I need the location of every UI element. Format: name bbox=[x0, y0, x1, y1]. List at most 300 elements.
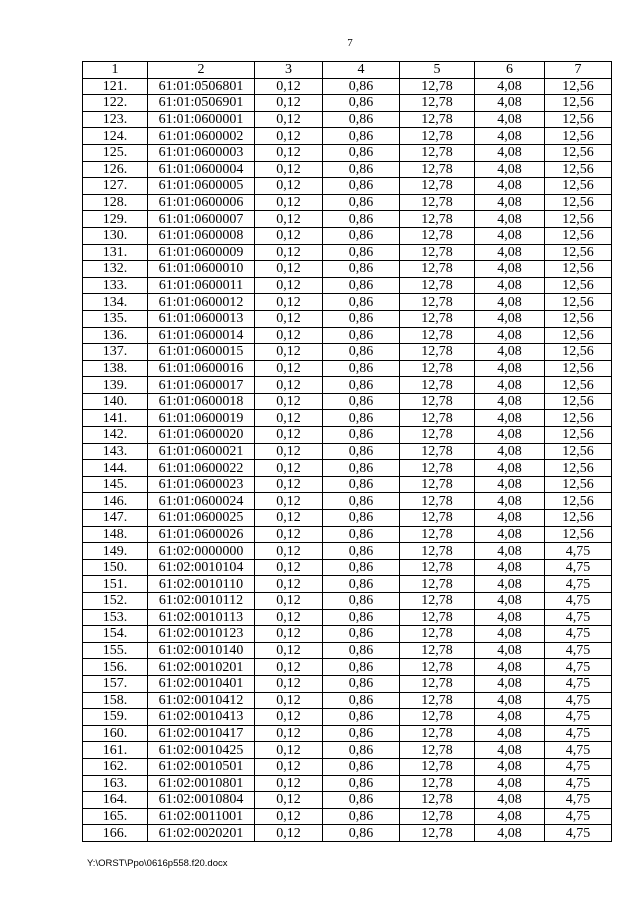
table-cell: 4,08 bbox=[475, 144, 545, 161]
table-cell: 0,86 bbox=[323, 194, 400, 211]
table-cell: 0,86 bbox=[323, 227, 400, 244]
table-cell: 0,12 bbox=[255, 178, 323, 195]
table-cell: 4,08 bbox=[475, 460, 545, 477]
table-cell: 124. bbox=[83, 128, 148, 145]
table-cell: 61:01:0506801 bbox=[148, 78, 255, 95]
table-cell: 148. bbox=[83, 526, 148, 543]
table-cell: 61:01:0600003 bbox=[148, 144, 255, 161]
table-cell: 4,08 bbox=[475, 659, 545, 676]
table-cell: 12,56 bbox=[545, 510, 612, 527]
table-cell: 0,12 bbox=[255, 128, 323, 145]
table-cell: 157. bbox=[83, 675, 148, 692]
table-cell: 12,78 bbox=[400, 393, 475, 410]
table-row bbox=[83, 659, 612, 676]
table-cell: 12,78 bbox=[400, 277, 475, 294]
table-row bbox=[83, 261, 612, 278]
table-cell: 61:01:0600004 bbox=[148, 161, 255, 178]
table-row bbox=[83, 543, 612, 560]
table-cell: 12,56 bbox=[545, 277, 612, 294]
column-header: 4 bbox=[323, 62, 400, 79]
table-cell: 61:01:0600015 bbox=[148, 344, 255, 361]
table-cell: 61:01:0600009 bbox=[148, 244, 255, 261]
table-cell: 163. bbox=[83, 775, 148, 792]
table-cell: 61:01:0600023 bbox=[148, 476, 255, 493]
table-row bbox=[83, 709, 612, 726]
table-cell: 0,12 bbox=[255, 460, 323, 477]
table-cell: 61:01:0600019 bbox=[148, 410, 255, 427]
table-cell: 12,56 bbox=[545, 443, 612, 460]
table-cell: 4,08 bbox=[475, 410, 545, 427]
table-cell: 12,78 bbox=[400, 758, 475, 775]
table-cell: 0,12 bbox=[255, 443, 323, 460]
table-cell: 4,08 bbox=[475, 427, 545, 444]
table-cell: 134. bbox=[83, 294, 148, 311]
table-cell: 0,86 bbox=[323, 327, 400, 344]
column-header: 3 bbox=[255, 62, 323, 79]
table-cell: 4,75 bbox=[545, 758, 612, 775]
table-cell: 164. bbox=[83, 792, 148, 809]
table-cell: 131. bbox=[83, 244, 148, 261]
table-cell: 12,78 bbox=[400, 227, 475, 244]
table-cell: 61:02:0011001 bbox=[148, 808, 255, 825]
table-cell: 0,86 bbox=[323, 758, 400, 775]
table-cell: 12,78 bbox=[400, 327, 475, 344]
table-cell: 4,08 bbox=[475, 211, 545, 228]
table-row bbox=[83, 493, 612, 510]
table-cell: 12,78 bbox=[400, 808, 475, 825]
table-cell: 0,12 bbox=[255, 211, 323, 228]
table-cell: 0,12 bbox=[255, 161, 323, 178]
column-header: 1 bbox=[83, 62, 148, 79]
table-cell: 0,86 bbox=[323, 692, 400, 709]
table-cell: 121. bbox=[83, 78, 148, 95]
table-cell: 61:02:0010113 bbox=[148, 609, 255, 626]
table-cell: 4,08 bbox=[475, 261, 545, 278]
table-cell: 4,75 bbox=[545, 742, 612, 759]
table-cell: 123. bbox=[83, 111, 148, 128]
column-header: 2 bbox=[148, 62, 255, 79]
table-cell: 4,08 bbox=[475, 609, 545, 626]
table-cell: 61:01:0600016 bbox=[148, 360, 255, 377]
table-cell: 4,08 bbox=[475, 593, 545, 610]
table-cell: 0,12 bbox=[255, 377, 323, 394]
table-cell: 61:02:0010112 bbox=[148, 593, 255, 610]
table-cell: 0,12 bbox=[255, 593, 323, 610]
table-cell: 12,78 bbox=[400, 111, 475, 128]
table-cell: 61:01:0600021 bbox=[148, 443, 255, 460]
table-row bbox=[83, 78, 612, 95]
table-cell: 61:02:0010401 bbox=[148, 675, 255, 692]
table-cell: 0,86 bbox=[323, 559, 400, 576]
table-cell: 0,86 bbox=[323, 111, 400, 128]
table-cell: 0,12 bbox=[255, 642, 323, 659]
table-cell: 0,12 bbox=[255, 559, 323, 576]
table-cell: 0,12 bbox=[255, 327, 323, 344]
table-row bbox=[83, 609, 612, 626]
table-cell: 0,12 bbox=[255, 427, 323, 444]
table-cell: 132. bbox=[83, 261, 148, 278]
table-cell: 12,78 bbox=[400, 427, 475, 444]
table-cell: 61:01:0600012 bbox=[148, 294, 255, 311]
table-cell: 12,78 bbox=[400, 178, 475, 195]
table-cell: 61:02:0010201 bbox=[148, 659, 255, 676]
table-cell: 61:01:0600024 bbox=[148, 493, 255, 510]
table-cell: 0,12 bbox=[255, 510, 323, 527]
table-cell: 0,86 bbox=[323, 725, 400, 742]
table-cell: 61:02:0010140 bbox=[148, 642, 255, 659]
table-cell: 0,86 bbox=[323, 460, 400, 477]
table-cell: 4,75 bbox=[545, 709, 612, 726]
table-cell: 12,78 bbox=[400, 692, 475, 709]
table-cell: 0,12 bbox=[255, 244, 323, 261]
table-row bbox=[83, 692, 612, 709]
table-cell: 0,86 bbox=[323, 360, 400, 377]
table-header-row bbox=[83, 62, 612, 79]
table-cell: 12,78 bbox=[400, 493, 475, 510]
table-cell: 4,08 bbox=[475, 493, 545, 510]
table-cell: 4,75 bbox=[545, 692, 612, 709]
table-cell: 4,08 bbox=[475, 808, 545, 825]
table-row bbox=[83, 344, 612, 361]
table-cell: 137. bbox=[83, 344, 148, 361]
table-cell: 12,56 bbox=[545, 178, 612, 195]
table-row bbox=[83, 576, 612, 593]
table-cell: 0,86 bbox=[323, 659, 400, 676]
table-cell: 0,12 bbox=[255, 261, 323, 278]
table-cell: 61:01:0600013 bbox=[148, 310, 255, 327]
table-cell: 4,75 bbox=[545, 659, 612, 676]
table-cell: 4,08 bbox=[475, 161, 545, 178]
table-row bbox=[83, 111, 612, 128]
table-cell: 0,86 bbox=[323, 476, 400, 493]
table-cell: 12,56 bbox=[545, 261, 612, 278]
table-cell: 61:01:0600002 bbox=[148, 128, 255, 145]
table-cell: 61:01:0600010 bbox=[148, 261, 255, 278]
table-cell: 4,75 bbox=[545, 675, 612, 692]
table-cell: 12,78 bbox=[400, 642, 475, 659]
table-cell: 12,78 bbox=[400, 543, 475, 560]
table-cell: 4,75 bbox=[545, 725, 612, 742]
table-cell: 61:01:0600025 bbox=[148, 510, 255, 527]
table-cell: 0,86 bbox=[323, 78, 400, 95]
table-row bbox=[83, 427, 612, 444]
table-cell: 0,12 bbox=[255, 476, 323, 493]
table-cell: 0,86 bbox=[323, 675, 400, 692]
table-cell: 12,56 bbox=[545, 144, 612, 161]
table-cell: 61:01:0506901 bbox=[148, 95, 255, 112]
table-cell: 12,78 bbox=[400, 626, 475, 643]
table-cell: 159. bbox=[83, 709, 148, 726]
table-cell: 4,75 bbox=[545, 593, 612, 610]
table-cell: 166. bbox=[83, 825, 148, 842]
table-cell: 0,86 bbox=[323, 493, 400, 510]
table-row bbox=[83, 775, 612, 792]
table-cell: 0,12 bbox=[255, 493, 323, 510]
table-cell: 0,12 bbox=[255, 410, 323, 427]
table-row bbox=[83, 460, 612, 477]
table-cell: 128. bbox=[83, 194, 148, 211]
table-cell: 12,56 bbox=[545, 344, 612, 361]
table-cell: 12,56 bbox=[545, 377, 612, 394]
table-cell: 0,86 bbox=[323, 510, 400, 527]
table-row bbox=[83, 310, 612, 327]
table-cell: 12,56 bbox=[545, 460, 612, 477]
table-cell: 4,08 bbox=[475, 758, 545, 775]
table-cell: 4,08 bbox=[475, 526, 545, 543]
table-cell: 4,08 bbox=[475, 825, 545, 842]
table-cell: 4,08 bbox=[475, 277, 545, 294]
table-row bbox=[83, 792, 612, 809]
table-cell: 0,86 bbox=[323, 808, 400, 825]
table-row bbox=[83, 227, 612, 244]
table-cell: 61:02:0010804 bbox=[148, 792, 255, 809]
table-row bbox=[83, 593, 612, 610]
table-cell: 61:01:0600006 bbox=[148, 194, 255, 211]
table-row bbox=[83, 526, 612, 543]
table-cell: 0,86 bbox=[323, 294, 400, 311]
table-cell: 154. bbox=[83, 626, 148, 643]
table-cell: 0,86 bbox=[323, 178, 400, 195]
table-cell: 4,08 bbox=[475, 443, 545, 460]
table-cell: 12,56 bbox=[545, 78, 612, 95]
table-cell: 4,75 bbox=[545, 609, 612, 626]
table-cell: 12,56 bbox=[545, 227, 612, 244]
table-cell: 12,56 bbox=[545, 161, 612, 178]
table-cell: 4,08 bbox=[475, 642, 545, 659]
table-cell: 4,08 bbox=[475, 128, 545, 145]
table-cell: 12,78 bbox=[400, 194, 475, 211]
table-cell: 0,86 bbox=[323, 344, 400, 361]
table-cell: 61:02:0020201 bbox=[148, 825, 255, 842]
table-cell: 135. bbox=[83, 310, 148, 327]
table-cell: 0,86 bbox=[323, 161, 400, 178]
table-cell: 12,78 bbox=[400, 410, 475, 427]
table-cell: 4,08 bbox=[475, 327, 545, 344]
table-cell: 12,56 bbox=[545, 493, 612, 510]
table-cell: 12,56 bbox=[545, 111, 612, 128]
table-cell: 0,86 bbox=[323, 244, 400, 261]
table-cell: 61:01:0600017 bbox=[148, 377, 255, 394]
table-cell: 4,08 bbox=[475, 294, 545, 311]
table-cell: 155. bbox=[83, 642, 148, 659]
table-cell: 0,12 bbox=[255, 725, 323, 742]
table-cell: 4,08 bbox=[475, 742, 545, 759]
table-cell: 4,08 bbox=[475, 111, 545, 128]
table-cell: 0,12 bbox=[255, 609, 323, 626]
table-cell: 0,12 bbox=[255, 775, 323, 792]
table-cell: 0,12 bbox=[255, 111, 323, 128]
table-cell: 0,86 bbox=[323, 277, 400, 294]
table-cell: 12,56 bbox=[545, 327, 612, 344]
table-cell: 12,78 bbox=[400, 377, 475, 394]
table-cell: 0,86 bbox=[323, 626, 400, 643]
table-row bbox=[83, 393, 612, 410]
table-cell: 4,75 bbox=[545, 626, 612, 643]
table-cell: 61:02:0010123 bbox=[148, 626, 255, 643]
table-cell: 4,08 bbox=[475, 360, 545, 377]
table-cell: 4,08 bbox=[475, 692, 545, 709]
table-cell: 0,86 bbox=[323, 427, 400, 444]
table-cell: 162. bbox=[83, 758, 148, 775]
table-cell: 61:01:0600001 bbox=[148, 111, 255, 128]
table-cell: 0,12 bbox=[255, 543, 323, 560]
table-row bbox=[83, 360, 612, 377]
table-row bbox=[83, 758, 612, 775]
table-cell: 4,08 bbox=[475, 78, 545, 95]
table-cell: 4,08 bbox=[475, 576, 545, 593]
table-cell: 0,12 bbox=[255, 626, 323, 643]
table-cell: 126. bbox=[83, 161, 148, 178]
table-row bbox=[83, 294, 612, 311]
table-row bbox=[83, 742, 612, 759]
table-cell: 4,75 bbox=[545, 543, 612, 560]
table-cell: 4,08 bbox=[475, 95, 545, 112]
table-cell: 12,78 bbox=[400, 294, 475, 311]
table-cell: 61:02:0010425 bbox=[148, 742, 255, 759]
table-cell: 4,08 bbox=[475, 725, 545, 742]
table-cell: 0,86 bbox=[323, 576, 400, 593]
table-cell: 12,56 bbox=[545, 427, 612, 444]
table-cell: 149. bbox=[83, 543, 148, 560]
table-cell: 144. bbox=[83, 460, 148, 477]
table-cell: 4,75 bbox=[545, 825, 612, 842]
table-cell: 61:01:0600022 bbox=[148, 460, 255, 477]
table-cell: 4,08 bbox=[475, 626, 545, 643]
column-header: 6 bbox=[475, 62, 545, 79]
table-cell: 4,08 bbox=[475, 310, 545, 327]
table-row bbox=[83, 410, 612, 427]
table-cell: 0,12 bbox=[255, 576, 323, 593]
table-cell: 12,78 bbox=[400, 460, 475, 477]
table-cell: 156. bbox=[83, 659, 148, 676]
table-cell: 61:02:0010417 bbox=[148, 725, 255, 742]
table-cell: 12,56 bbox=[545, 128, 612, 145]
table-cell: 127. bbox=[83, 178, 148, 195]
table-cell: 61:01:0600007 bbox=[148, 211, 255, 228]
table-cell: 12,78 bbox=[400, 211, 475, 228]
table-cell: 0,12 bbox=[255, 360, 323, 377]
table-cell: 12,78 bbox=[400, 360, 475, 377]
table-row bbox=[83, 626, 612, 643]
table-cell: 12,78 bbox=[400, 709, 475, 726]
table-cell: 12,78 bbox=[400, 593, 475, 610]
table-cell: 133. bbox=[83, 277, 148, 294]
table-cell: 4,75 bbox=[545, 559, 612, 576]
table-cell: 61:01:0600005 bbox=[148, 178, 255, 195]
table-cell: 122. bbox=[83, 95, 148, 112]
table-cell: 4,08 bbox=[475, 344, 545, 361]
table-cell: 12,78 bbox=[400, 344, 475, 361]
table-cell: 12,78 bbox=[400, 144, 475, 161]
table-cell: 0,86 bbox=[323, 526, 400, 543]
table-cell: 4,08 bbox=[475, 476, 545, 493]
table-cell: 12,78 bbox=[400, 261, 475, 278]
table-cell: 4,08 bbox=[475, 510, 545, 527]
table-cell: 12,56 bbox=[545, 476, 612, 493]
table-cell: 12,78 bbox=[400, 659, 475, 676]
table-cell: 12,56 bbox=[545, 95, 612, 112]
table-cell: 0,12 bbox=[255, 825, 323, 842]
table-cell: 4,08 bbox=[475, 792, 545, 809]
table-cell: 12,78 bbox=[400, 559, 475, 576]
table-cell: 0,86 bbox=[323, 792, 400, 809]
table-cell: 12,56 bbox=[545, 360, 612, 377]
table-cell: 4,08 bbox=[475, 393, 545, 410]
table-cell: 12,78 bbox=[400, 128, 475, 145]
table-cell: 0,12 bbox=[255, 294, 323, 311]
table-row bbox=[83, 825, 612, 842]
table-cell: 158. bbox=[83, 692, 148, 709]
table-cell: 12,78 bbox=[400, 576, 475, 593]
table-cell: 12,78 bbox=[400, 775, 475, 792]
table-cell: 61:01:0600026 bbox=[148, 526, 255, 543]
table-cell: 0,12 bbox=[255, 692, 323, 709]
table-row bbox=[83, 559, 612, 576]
table-cell: 143. bbox=[83, 443, 148, 460]
table-cell: 12,56 bbox=[545, 294, 612, 311]
table-cell: 4,75 bbox=[545, 792, 612, 809]
table-cell: 12,78 bbox=[400, 725, 475, 742]
table-cell: 61:02:0010801 bbox=[148, 775, 255, 792]
table-cell: 12,78 bbox=[400, 510, 475, 527]
table-cell: 147. bbox=[83, 510, 148, 527]
table-cell: 61:02:0010110 bbox=[148, 576, 255, 593]
table-cell: 0,12 bbox=[255, 95, 323, 112]
table-cell: 61:02:0010104 bbox=[148, 559, 255, 576]
table-row bbox=[83, 443, 612, 460]
table-cell: 0,12 bbox=[255, 808, 323, 825]
table-row bbox=[83, 95, 612, 112]
table-cell: 4,75 bbox=[545, 576, 612, 593]
table-cell: 61:01:0600008 bbox=[148, 227, 255, 244]
table-cell: 61:01:0600014 bbox=[148, 327, 255, 344]
table-cell: 4,08 bbox=[475, 227, 545, 244]
table-cell: 0,12 bbox=[255, 792, 323, 809]
table-cell: 0,12 bbox=[255, 344, 323, 361]
table-cell: 0,86 bbox=[323, 410, 400, 427]
table-cell: 153. bbox=[83, 609, 148, 626]
table-cell: 0,12 bbox=[255, 659, 323, 676]
table-cell: 0,12 bbox=[255, 758, 323, 775]
table-cell: 4,08 bbox=[475, 377, 545, 394]
table-cell: 0,86 bbox=[323, 128, 400, 145]
table-row bbox=[83, 675, 612, 692]
table-row bbox=[83, 327, 612, 344]
data-table bbox=[82, 61, 612, 842]
table-cell: 0,12 bbox=[255, 144, 323, 161]
table-cell: 12,56 bbox=[545, 310, 612, 327]
table-cell: 140. bbox=[83, 393, 148, 410]
table-row bbox=[83, 178, 612, 195]
table-cell: 0,12 bbox=[255, 194, 323, 211]
table-cell: 145. bbox=[83, 476, 148, 493]
table-cell: 0,86 bbox=[323, 393, 400, 410]
table-cell: 12,56 bbox=[545, 410, 612, 427]
table-cell: 12,78 bbox=[400, 443, 475, 460]
table-cell: 61:01:0600011 bbox=[148, 277, 255, 294]
table-cell: 129. bbox=[83, 211, 148, 228]
table-row bbox=[83, 244, 612, 261]
table-row bbox=[83, 128, 612, 145]
table-cell: 12,78 bbox=[400, 825, 475, 842]
table-cell: 12,56 bbox=[545, 211, 612, 228]
table-cell: 0,86 bbox=[323, 593, 400, 610]
table-cell: 136. bbox=[83, 327, 148, 344]
table-cell: 4,75 bbox=[545, 642, 612, 659]
table-body bbox=[83, 78, 612, 841]
table-cell: 0,86 bbox=[323, 709, 400, 726]
table-cell: 12,78 bbox=[400, 526, 475, 543]
